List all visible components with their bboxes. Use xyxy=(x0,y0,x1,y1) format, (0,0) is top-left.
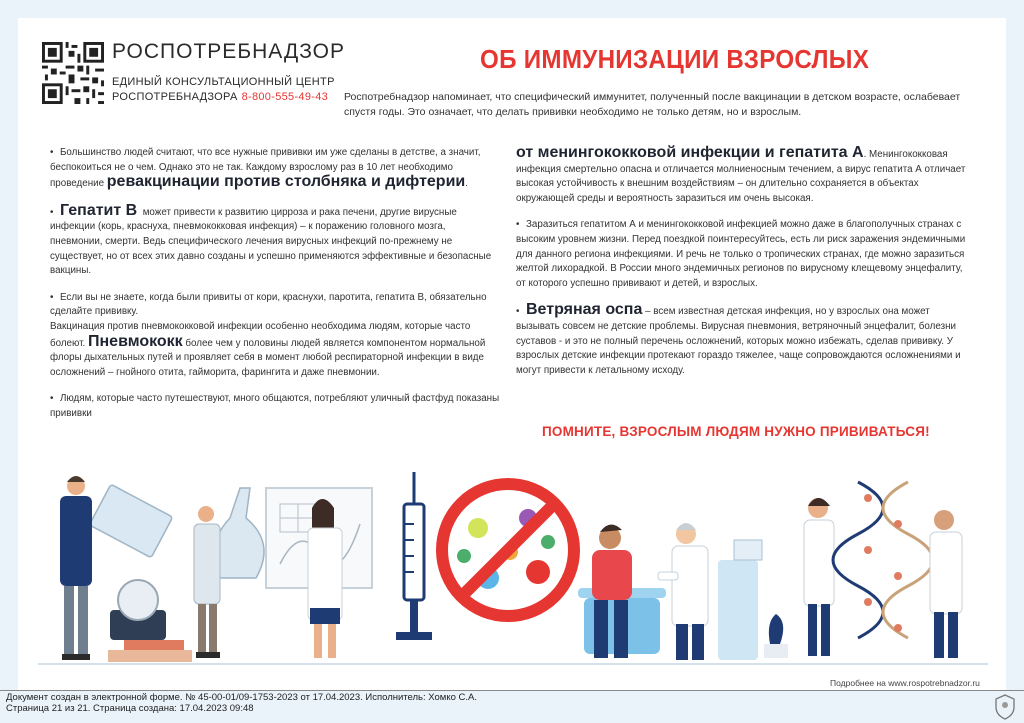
paragraph-chickenpox: • Ветряная оспа – всем известная детская инфекция, но у взрослых она может вызывать совсем не детские проблемы. Вирусная пневмония, ветряночный энцефалит, болезни суставов - и это не полный перечень осложнений, которых можно избежать, сделав прививку. У взрослых детские инфекции протекают гораздо тяжелее, чаще сопровождаются осложнениями и могут привести к летальному исходу. xyxy=(516,301,961,376)
org-name: РОСПОТРЕБНАДЗОР xyxy=(112,40,345,63)
highlight-meningococcus-hepatitis-a: от менингококковой инфекции и гепатита А xyxy=(516,144,864,161)
paragraph-text: более чем у половины людей является компонентом нормальной флоры дыхательных путей и проявляет себя в момент любой респираторной инфекции в виде осложнений – гнойного отита, гайморита, фарингита и даже пневмонии. xyxy=(50,337,486,378)
paragraph-revaccination: • Большинство людей считают, что все нужные прививки им уже сделаны в детстве, а значит, беспокоиться не о чем. Однако это не так. Каждому взрослому раз в 10 лет необходимо проведение ревакцинации против столбняка и дифтерии. xyxy=(50,147,481,191)
vaccination-scene-icon xyxy=(578,523,788,660)
hotline-phone[interactable]: 8-800-555-49-43 xyxy=(241,91,329,103)
org-subtitle: ЕДИНЫЙ КОНСУЛЬТАЦИОННЫЙ ЦЕНТР xyxy=(112,76,335,88)
paragraph-hepatitis-b: • Гепатит В может привести к развитию цирроза и рака печени, другие вирусные инфекции (корь, краснуха, пневмококковая инфекция) – к поражению головного мозга, пневмонии, смерти. Ведь специфического лечения вирусных инфекций по-прежнему не существует, но от всех этих давно созданы и успешно применяются эффективные и безопасные вакцины. xyxy=(50,201,492,277)
document-footer xyxy=(6,692,477,714)
no-viruses-icon xyxy=(442,484,574,616)
source-link[interactable]: Подробнее на www.rospotrebnadzor.ru xyxy=(830,678,980,688)
paragraph-text: Если вы не знаете, когда были привиты от кори, краснухи, паротита, гепатита В, обязательно сделайте прививку. xyxy=(50,291,487,318)
footer-line-1: Документ создан в электронной форме. № 45-00-01/09-1753-2023 от 17.04.2023. Исполнитель: Хомко С.А. xyxy=(6,692,477,703)
syringe-icon xyxy=(396,472,432,640)
highlight-chickenpox: Ветряная оспа xyxy=(526,301,643,319)
paragraph-text: Большинство людей считают, что все нужные прививки им уже сделаны в детстве, а значит, беспокоиться не о чем. Однако это не так. Каждому взрослому раз в 10 лет необходимо проведение xyxy=(50,147,481,190)
org-subtitle-2 xyxy=(112,91,328,103)
highlight-tetanus-diphtheria: ревакцинации против столбняка и дифтерии xyxy=(106,173,466,191)
intro-text: Роспотребнадзор напоминает, что специфический иммунитет, полученный после вакцинации в детском возрасте, ослабевает спустя годы. Это означает, что делать прививки необходимо не только детям, но и взрослым. xyxy=(344,91,961,118)
paragraph-text: может привести к развитию цирроза и рака печени, другие вирусные инфекции (корь, краснуха, пневмококковая инфекция) – к поражению головного мозга, пневмонии, смерти. Ведь специфического лечения вирусных инфекций по-прежнему не существует, но от всех этих давно созданы и успешно применяются эффективные и безопасные вакцины. xyxy=(50,206,492,277)
left-column xyxy=(50,146,500,422)
paragraph-end: . xyxy=(465,178,468,190)
scientist-whiteboard-icon xyxy=(266,488,372,658)
scientist-flask-icon xyxy=(194,488,264,658)
paragraph-text: . Менингококковая инфекция смертельно опасна и отличается молниеносным течением, а вирус гепатита А отличает высокая устойчивость к внешним воздействиям – он длительно сохраняется в объектах окружающей среды и вероятность заразиться им очень высокая. xyxy=(516,149,966,204)
scientist-dna-icon xyxy=(804,482,962,658)
org-short-name: РОСПОТРЕБНАДЗОРА xyxy=(112,91,238,103)
medical-illustration xyxy=(18,468,1006,678)
paragraph-travelers: • Людям, которые часто путешествуют, много общаются, потребляют уличный фастфуд показаны прививки xyxy=(50,393,500,419)
paragraph-meningococcus xyxy=(516,146,966,206)
footer-divider xyxy=(0,690,1024,691)
paragraph-text: Заразиться гепатитом А и менингококковой инфекцией можно даже в благополучных странах с высоким уровнем жизни. Перед поездкой поинтересуйтесь, есть ли риск заражения эндемичными для данного региона инфекциями. И речь не только о тропических странах, где можно заразиться желтой лихорадкой. В России много эндемичных регионов по вирусному клещевому энцефалиту, от которого успешно прививают и детей, и взрослых. xyxy=(516,219,966,289)
scientist-microscope-icon xyxy=(60,476,192,662)
paragraph-pneumococcus xyxy=(50,320,500,380)
paragraph-endemic: • Заразиться гепатитом А и менингококковой инфекцией можно даже в благополучных странах с высоким уровнем жизни. Перед поездкой поинтересуйтесь, есть ли риск заражения эндемичными для данного региона инфекциями. И речь не только о тропических странах, где можно заразиться желтой лихорадкой. В России много эндемичных регионов по вирусному клещевому энцефалиту, от которого успешно прививают и детей, и взрослых. xyxy=(516,219,966,289)
right-column xyxy=(516,146,966,378)
paragraph-unknown-vaccination: • Если вы не знаете, когда были привиты от кори, краснухи, паротита, гепатита В, обязательно сделайте прививку. xyxy=(50,291,487,318)
footer-line-2: Страница 21 из 21. Страница создана: 17.04.2023 09:48 xyxy=(6,703,254,714)
qr-code[interactable] xyxy=(42,42,104,104)
highlight-pneumococcus: Пневмококк xyxy=(88,332,183,350)
page-title: ОБ ИММУНИЗАЦИИ ВЗРОСЛЫХ xyxy=(480,44,870,74)
paragraph-text: Людям, которые часто путешествуют, много общаются, потребляют уличный фастфуд показаны прививки xyxy=(50,393,500,419)
reminder-slogan: ПОМНИТЕ, ВЗРОСЛЫМ ЛЮДЯМ НУЖНО ПРИВИВАТЬСЯ! xyxy=(542,424,930,439)
highlight-hepatitis-b: Гепатит В xyxy=(60,201,138,219)
emblem-icon xyxy=(994,694,1016,720)
paragraph-text: Вакцинация против пневмококковой инфекции особенно необходима людям, которые часто болеют. xyxy=(50,320,471,349)
paragraph-text: – всем известная детская инфекция, но у взрослых она может вызывать совсем не детские проблемы. Вирусная пневмония, ветряночный энцефалит, болезни суставов - и это не полный перечень осложнений, которых можно избежать, сделав прививку. У взрослых детские инфекции протекают гораздо тяжелее, чаще сопровождаются осложнениями и могут привести к летальному исходу. xyxy=(516,306,961,376)
poster xyxy=(18,18,1006,690)
